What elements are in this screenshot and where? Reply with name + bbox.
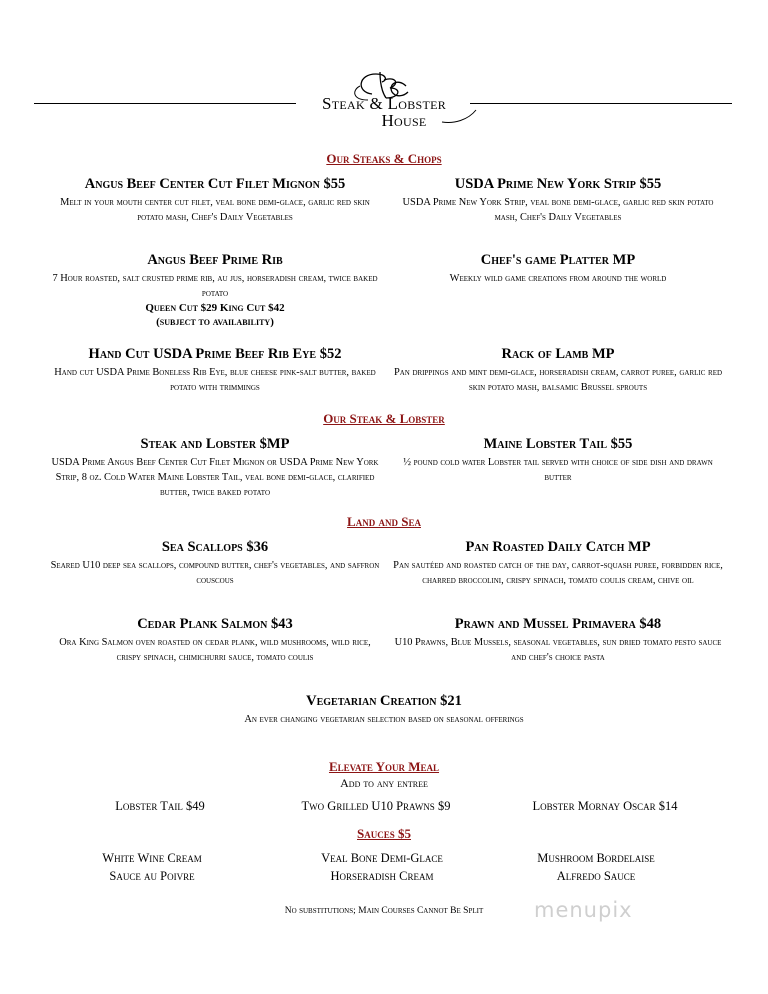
item-description: Weekly wild game creations from around the world [449, 273, 667, 284]
item-description: Hand cut USDA Prime Boneless Rib Eye, blue cheese pink-salt butter, baked potato with trimmings [54, 367, 376, 393]
brand-swash-icon [440, 106, 480, 126]
item-description: ½ pound cold water Lobster tail served with choice of side dish and drawn butter [403, 457, 713, 483]
sauce-mushroom-bordelaise: Mushroom Bordelaise [537, 851, 655, 865]
item-name: Angus Beef Prime Rib [147, 252, 283, 268]
item-description: An ever changing vegetarian selection based on seasonal offerings [244, 714, 524, 725]
item-name: USDA Prime New York Strip $55 [454, 176, 662, 192]
item-availability-note: (subject to availability) [156, 316, 274, 328]
menu-item-steak-and-lobster [50, 436, 380, 500]
menu-item-daily-catch [392, 539, 724, 588]
item-name: Angus Beef Center Cut Filet Mignon $55 [84, 176, 346, 192]
item-name: Rack of Lamb MP [501, 346, 615, 362]
item-name: Pan Roasted Daily Catch MP [465, 539, 651, 555]
brand-line-2: House [381, 111, 427, 130]
menu-item-game-platter [392, 252, 724, 286]
item-name: Sea Scallops $36 [161, 539, 269, 555]
sauce-veal-bone-demi-glace: Veal Bone Demi-Glace [321, 851, 443, 865]
item-description: Ora King Salmon oven roasted on cedar plank, wild mushrooms, wild rice, crispy spinach, chimichurri sauce, tomato coulis [59, 637, 371, 663]
section-title-steaks: Our Steaks & Chops [326, 151, 442, 166]
item-cut-prices: Queen Cut $29 King Cut $42 [145, 302, 285, 314]
section-title-steak-lobster: Our Steak & Lobster [323, 411, 445, 426]
addon-lobster-mornay-oscar: Lobster Mornay Oscar $14 [532, 799, 678, 813]
item-name: Steak and Lobster $MP [140, 436, 290, 452]
header-rule-right [470, 103, 732, 104]
menu-item-rib-eye [50, 346, 380, 395]
item-description: Pan drippings and mint demi-glace, horseradish cream, carrot puree, garlic red skin potato mash, balsamic Brussel sprouts [393, 367, 723, 393]
sauce-alfredo: Alfredo Sauce [556, 869, 636, 883]
brand-line-1: Steak & Lobster [321, 94, 447, 113]
item-name: Cedar Plank Salmon $43 [137, 616, 293, 632]
menu-item-sea-scallops [50, 539, 380, 588]
addon-lobster-tail: Lobster Tail $49 [115, 799, 205, 813]
item-name: Hand Cut USDA Prime Beef Rib Eye $52 [88, 346, 342, 362]
menu-item-prawn-mussel-primavera [392, 616, 724, 665]
section-title-land-sea: Land and Sea [347, 514, 421, 529]
footer-note: No substitutions; Main Courses Cannot Be Split [284, 906, 484, 916]
menu-item-ny-strip [392, 176, 724, 225]
item-name: Vegetarian Creation $21 [306, 693, 462, 709]
sauce-au-poivre: Sauce au Poivre [109, 869, 195, 883]
sauce-white-wine-cream: White Wine Cream [102, 851, 202, 865]
header-rule-left [34, 103, 296, 104]
addon-grilled-prawns: Two Grilled U10 Prawns $9 [301, 799, 451, 813]
item-name: Prawn and Mussel Primavera $48 [454, 616, 662, 632]
item-description: Pan sautéed and roasted catch of the day, carrot-squash puree, forbidden rice, charred broccolini, crispy spinach, tomato coulis cream, chive oil [393, 560, 723, 586]
item-description: U10 Prawns, Blue Mussels, seasonal vegetables, sun dried tomato pesto sauce and chef's choice pasta [394, 637, 722, 663]
menu-item-prime-rib [50, 252, 380, 329]
watermark: menupix [534, 898, 633, 922]
menu-item-vegetarian-creation [220, 693, 548, 727]
elevate-subtitle: Add to any entree [340, 776, 428, 790]
item-description: Melt in your mouth center cut filet, veal bone demi-glace, garlic red skin potato mash, Chef's Daily Vegetables [60, 197, 370, 223]
item-name: Maine Lobster Tail $55 [483, 436, 633, 452]
section-title-elevate: Elevate Your Meal [328, 759, 440, 774]
item-description: USDA Prime Angus Beef Center Cut Filet Mignon or USDA Prime New York Strip, 8 oz. Cold Water Maine Lobster Tail, veal bone demi-glace, clarified butter, twice baked potato [51, 457, 379, 498]
section-title-sauces: Sauces $5 [357, 826, 411, 841]
item-description: USDA Prime New York Strip, veal bone demi-glace, garlic red skin potato mash, Chef's Daily Vegetables [402, 197, 714, 223]
item-name: Chef's game Platter MP [480, 252, 636, 268]
sauce-horseradish-cream: Horseradish Cream [330, 869, 434, 883]
item-description: Seared U10 deep sea scallops, compound butter, chef's vegetables, and saffron couscous [50, 560, 380, 586]
menu-item-filet-mignon [50, 176, 380, 225]
menu-item-rack-of-lamb [392, 346, 724, 395]
menu-item-cedar-plank-salmon [50, 616, 380, 665]
menu-item-maine-lobster-tail [392, 436, 724, 485]
item-description: 7 Hour roasted, salt crusted prime rib, au jus, horseradish cream, twice baked potato [52, 273, 378, 299]
